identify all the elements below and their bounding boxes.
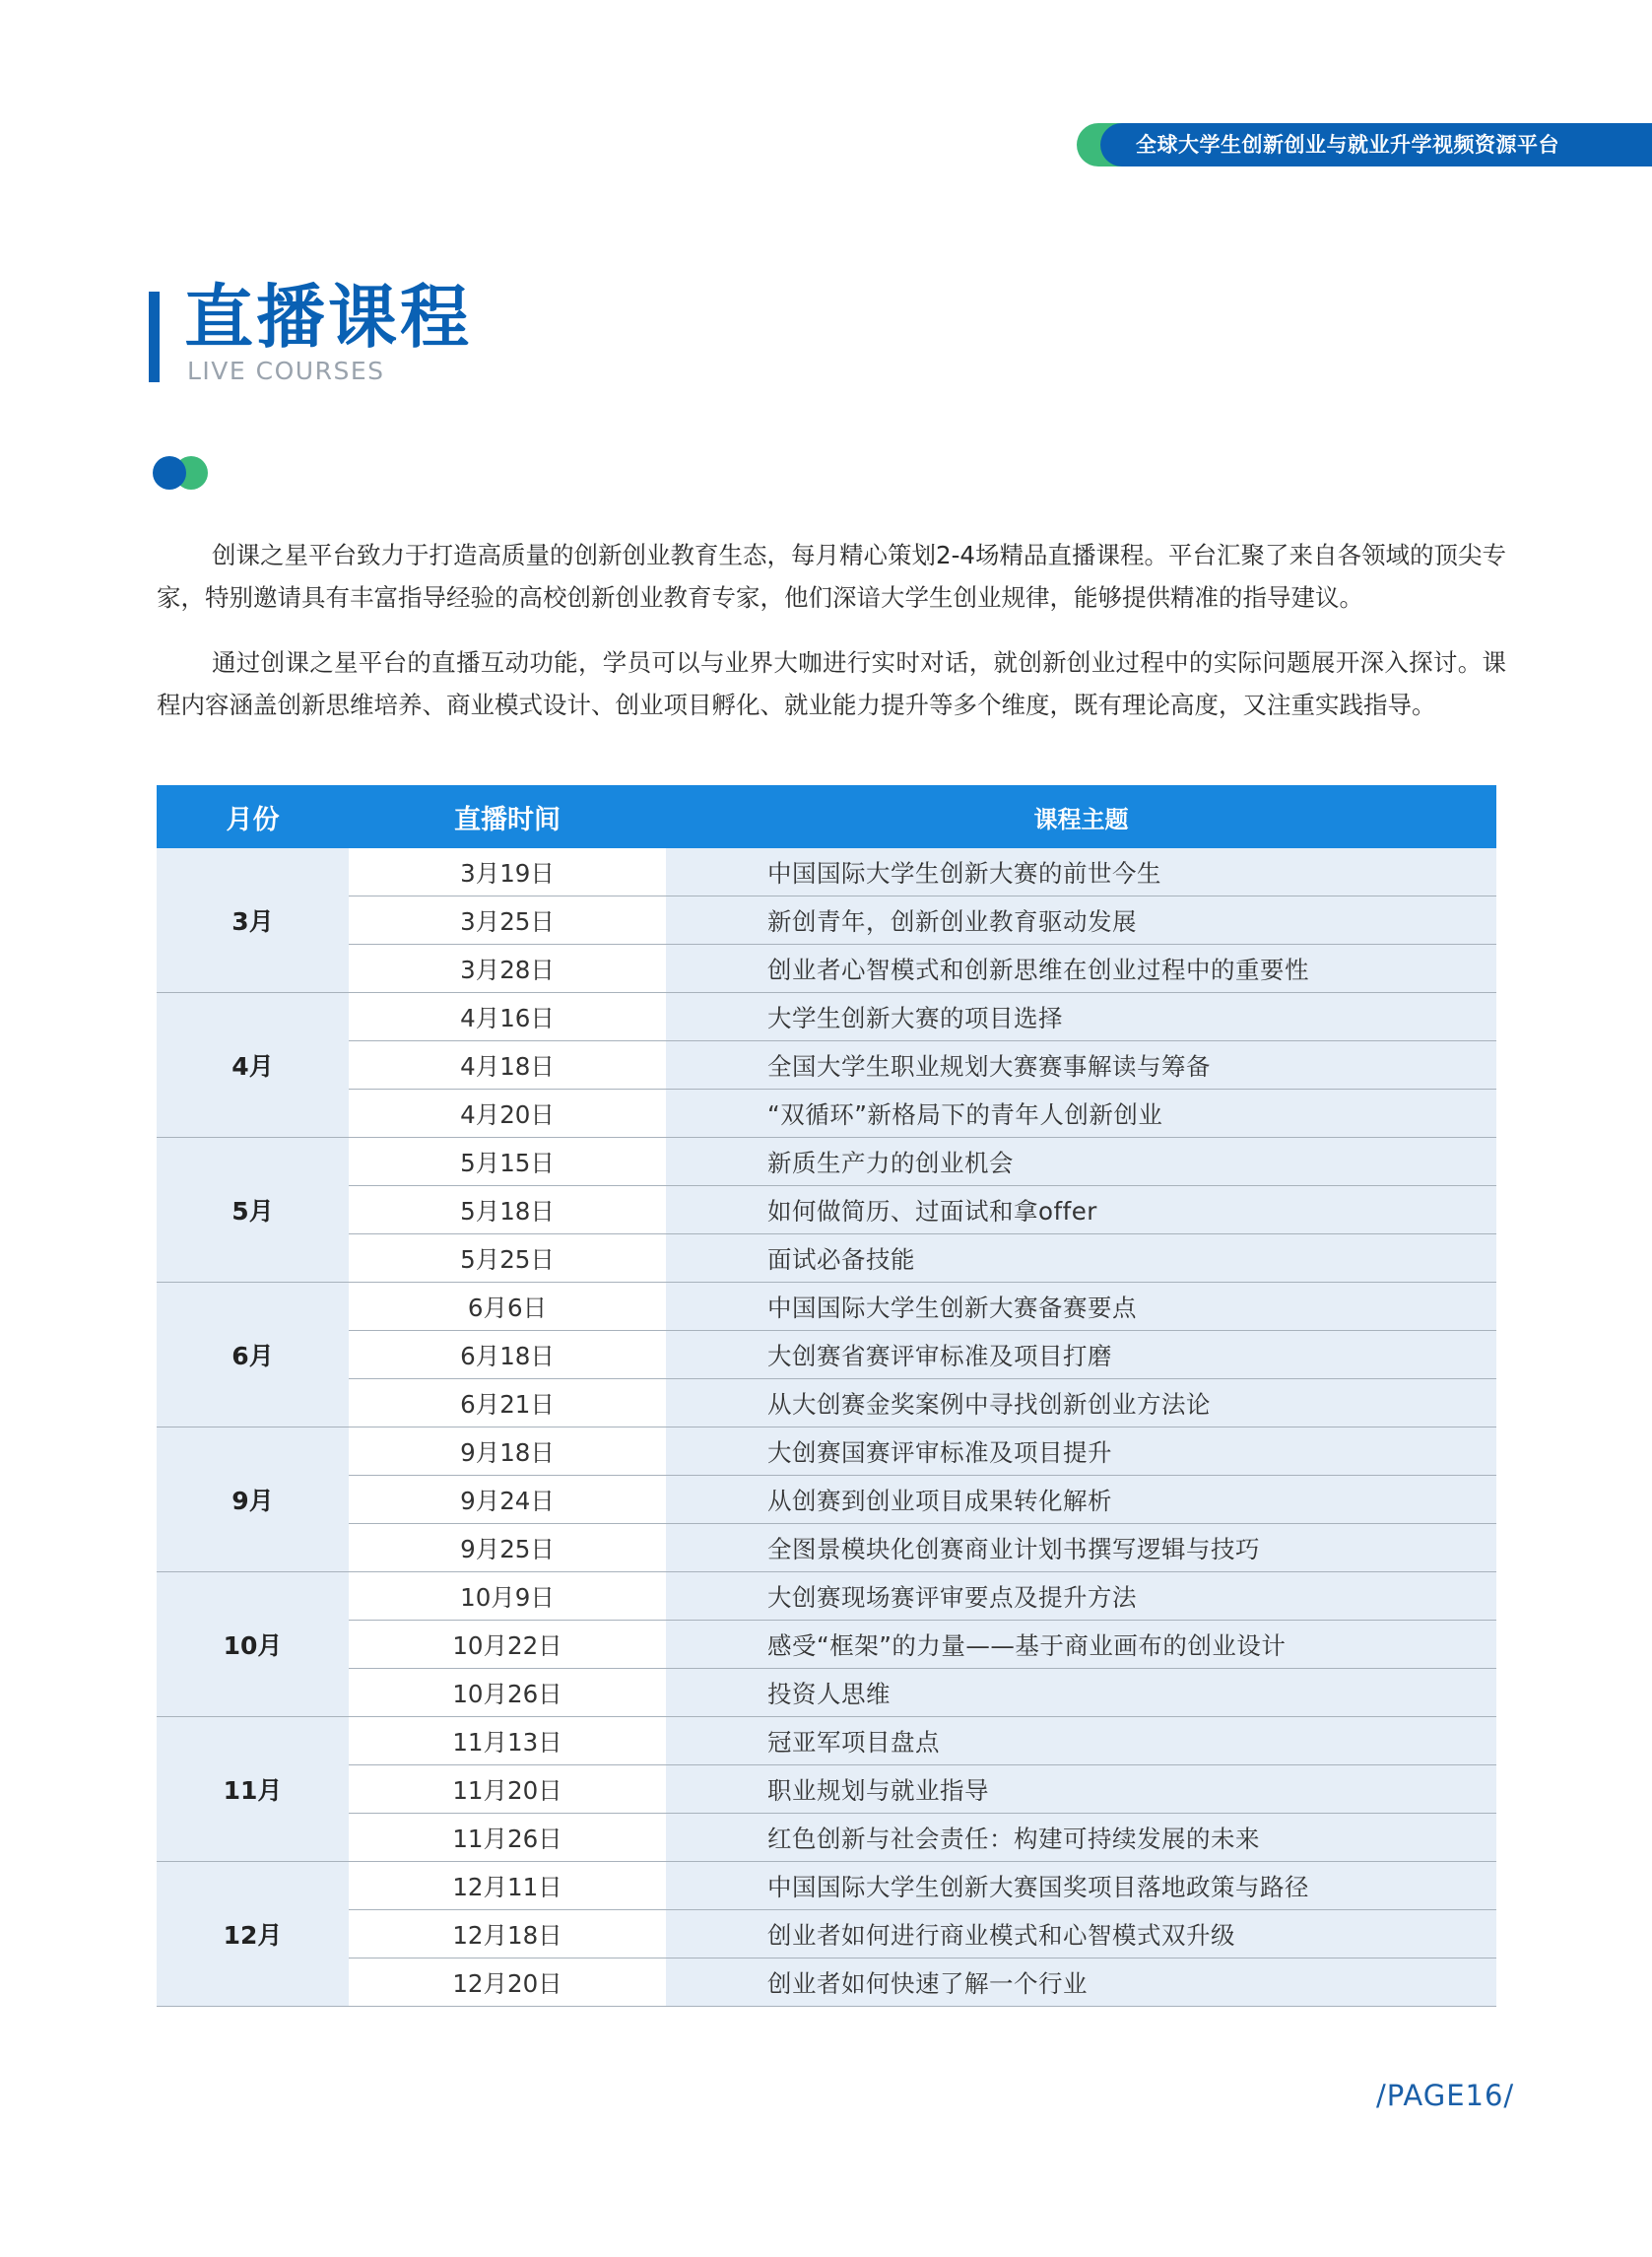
topic-cell: 投资人思维 — [666, 1669, 1496, 1717]
table-row — [157, 945, 1496, 993]
topic-cell: 红色创新与社会责任：构建可持续发展的未来 — [666, 1814, 1496, 1862]
date-cell: 3月19日 — [349, 848, 666, 896]
date-cell: 12月11日 — [349, 1862, 666, 1910]
date-cell: 10月22日 — [349, 1621, 666, 1669]
month-cell: 10月 — [157, 1572, 349, 1717]
table-row — [157, 1041, 1496, 1090]
table-body — [157, 848, 1496, 2007]
topic-cell: 中国国际大学生创新大赛备赛要点 — [666, 1283, 1496, 1331]
topic-cell: 职业规划与就业指导 — [666, 1765, 1496, 1814]
date-cell: 5月25日 — [349, 1234, 666, 1283]
date-cell: 11月20日 — [349, 1765, 666, 1814]
date-cell: 5月15日 — [349, 1138, 666, 1186]
table-row — [157, 1186, 1496, 1234]
blue-dot — [153, 456, 186, 490]
table-header-row — [157, 785, 1496, 848]
month-cell: 11月 — [157, 1717, 349, 1862]
table-row — [157, 1283, 1496, 1331]
topic-cell: 大创赛省赛评审标准及项目打磨 — [666, 1331, 1496, 1379]
date-cell: 12月18日 — [349, 1910, 666, 1958]
table-row — [157, 1524, 1496, 1572]
table-row — [157, 1958, 1496, 2007]
date-cell: 3月28日 — [349, 945, 666, 993]
date-cell: 6月21日 — [349, 1379, 666, 1427]
header-topic: 课程主题 — [666, 785, 1496, 848]
month-cell: 6月 — [157, 1283, 349, 1427]
decorative-dots — [153, 456, 212, 492]
date-cell: 3月25日 — [349, 896, 666, 945]
topic-cell: 中国国际大学生创新大赛的前世今生 — [666, 848, 1496, 896]
table-row — [157, 848, 1496, 896]
date-cell: 6月6日 — [349, 1283, 666, 1331]
topic-cell: 面试必备技能 — [666, 1234, 1496, 1283]
topic-cell: 中国国际大学生创新大赛国奖项目落地政策与路径 — [666, 1862, 1496, 1910]
date-cell: 6月18日 — [349, 1331, 666, 1379]
table-row — [157, 993, 1496, 1041]
month-cell: 3月 — [157, 848, 349, 993]
month-cell: 4月 — [157, 993, 349, 1138]
date-cell: 10月26日 — [349, 1669, 666, 1717]
topic-cell: 大创赛现场赛评审要点及提升方法 — [666, 1572, 1496, 1621]
table-row — [157, 1669, 1496, 1717]
date-cell: 9月18日 — [349, 1427, 666, 1476]
topic-cell: 全国大学生职业规划大赛赛事解读与筹备 — [666, 1041, 1496, 1090]
topic-cell: 冠亚军项目盘点 — [666, 1717, 1496, 1765]
page-subtitle: LIVE COURSES — [187, 357, 385, 385]
page-title: 直播课程 — [184, 277, 472, 358]
table-row — [157, 1138, 1496, 1186]
table-row — [157, 1331, 1496, 1379]
month-cell: 12月 — [157, 1862, 349, 2007]
date-cell: 4月20日 — [349, 1090, 666, 1138]
topic-cell: 创业者如何进行商业模式和心智模式双升级 — [666, 1910, 1496, 1958]
topic-cell: 新质生产力的创业机会 — [666, 1138, 1496, 1186]
topic-cell: 创业者如何快速了解一个行业 — [666, 1958, 1496, 2007]
topic-cell: 感受“框架”的力量——基于商业画布的创业设计 — [666, 1621, 1496, 1669]
topic-cell: “双循环”新格局下的青年人创新创业 — [666, 1090, 1496, 1138]
table-row — [157, 896, 1496, 945]
topic-cell: 全图景模块化创赛商业计划书撰写逻辑与技巧 — [666, 1524, 1496, 1572]
page-number: /PAGE16/ — [1376, 2079, 1515, 2112]
table-row — [157, 1621, 1496, 1669]
date-cell: 5月18日 — [349, 1186, 666, 1234]
month-cell: 5月 — [157, 1138, 349, 1283]
title-accent-bar — [149, 292, 160, 382]
date-cell: 11月26日 — [349, 1814, 666, 1862]
topic-cell: 大创赛国赛评审标准及项目提升 — [666, 1427, 1496, 1476]
course-schedule-table — [157, 785, 1496, 2007]
header-month: 月份 — [157, 785, 349, 848]
header-time: 直播时间 — [349, 785, 666, 848]
table-row — [157, 1476, 1496, 1524]
table-row — [157, 1234, 1496, 1283]
date-cell: 4月18日 — [349, 1041, 666, 1090]
table-row — [157, 1090, 1496, 1138]
topic-cell: 大学生创新大赛的项目选择 — [666, 993, 1496, 1041]
date-cell: 9月25日 — [349, 1524, 666, 1572]
topic-cell: 从大创赛金奖案例中寻找创新创业方法论 — [666, 1379, 1496, 1427]
table-row — [157, 1910, 1496, 1958]
intro-paragraph-2: 通过创课之星平台的直播互动功能，学员可以与业界大咖进行实时对话，就创新创业过程中的实际问题展开深入探讨。课程内容涵盖创新思维培养、商业模式设计、创业项目孵化、就业能力提升等多个维度，既有理论高度，又注重实践指导。 — [157, 648, 1506, 719]
table-row — [157, 1814, 1496, 1862]
topic-cell: 从创赛到创业项目成果转化解析 — [666, 1476, 1496, 1524]
table-row — [157, 1765, 1496, 1814]
topic-cell: 创业者心智模式和创新思维在创业过程中的重要性 — [666, 945, 1496, 993]
topic-cell: 新创青年，创新创业教育驱动发展 — [666, 896, 1496, 945]
date-cell: 10月9日 — [349, 1572, 666, 1621]
date-cell: 4月16日 — [349, 993, 666, 1041]
intro-paragraph-1: 创课之星平台致力于打造高质量的创新创业教育生态，每月精心策划2-4场精品直播课程。平台汇聚了来自各领域的顶尖专家，特别邀请具有丰富指导经验的高校创新创业教育专家，他们深谙大学生创业规律，能够提供精准的指导建议。 — [157, 541, 1507, 612]
date-cell: 11月13日 — [349, 1717, 666, 1765]
table-row — [157, 1862, 1496, 1910]
topic-cell: 如何做简历、过面试和拿offer — [666, 1186, 1496, 1234]
table-row — [157, 1427, 1496, 1476]
table-row — [157, 1572, 1496, 1621]
date-cell: 12月20日 — [349, 1958, 666, 2007]
date-cell: 9月24日 — [349, 1476, 666, 1524]
table-row — [157, 1717, 1496, 1765]
month-cell: 9月 — [157, 1427, 349, 1572]
platform-banner: 全球大学生创新创业与就业升学视频资源平台 — [1100, 123, 1652, 166]
table-row — [157, 1379, 1496, 1427]
